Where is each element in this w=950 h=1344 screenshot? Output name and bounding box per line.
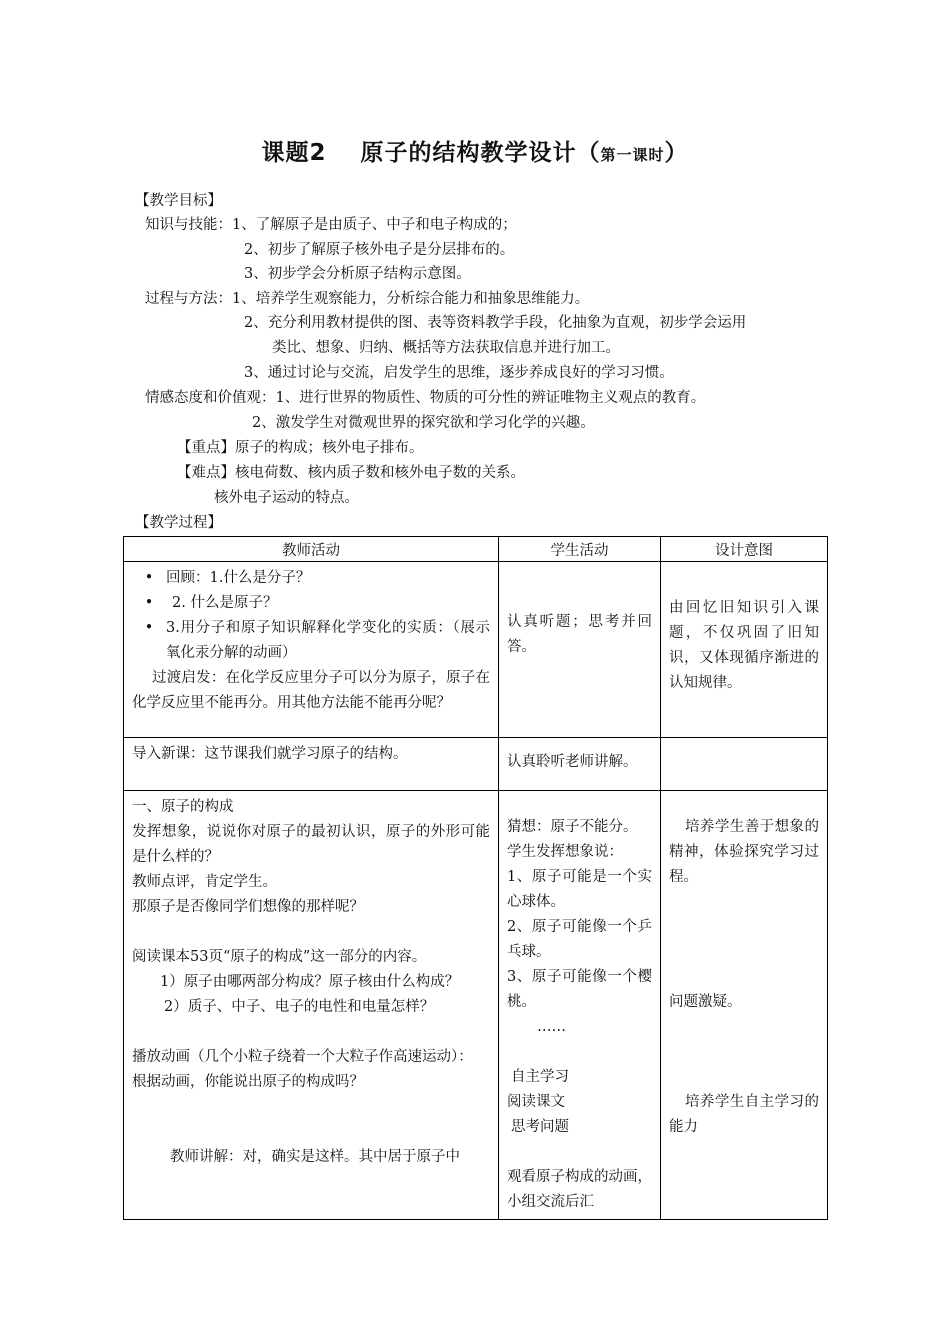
knowledge-line-1: 知识与技能：1、了解原子是由质子、中子和电子构成的；	[145, 217, 517, 233]
teacher-text: 根据动画，你能说出原子的构成吗？	[132, 1074, 364, 1090]
process-line-2: 2、充分利用教材提供的图、表等资料教学手段，化抽象为直观，初步学会运用	[244, 315, 747, 331]
bullet-icon: •	[144, 595, 154, 611]
teacher-text: 播放动画（几个小粒子绕着一个大粒子作高速运动）：	[132, 1049, 473, 1065]
header-teacher: 教师活动	[124, 537, 499, 562]
review-item-3: 3.用分子和原子知识解释化学变化的实质：（展示氧化汞分解的动画）	[166, 620, 490, 661]
review-item-2: 2. 什么是原子？	[172, 595, 278, 611]
student-activity: 认真聆听老师讲解。	[507, 754, 638, 770]
student-text: 阅读课文	[507, 1094, 565, 1110]
table-row	[124, 738, 828, 791]
page-title: 课题2 原子的结构教学设计（第一课时）	[261, 140, 689, 166]
intent-text: 培养学生自主学习的能力	[669, 1094, 819, 1135]
emotion-line-2: 2、激发学生对微观世界的探究欲和学习化学的兴趣。	[252, 415, 595, 431]
header-student: 学生活动	[499, 537, 661, 562]
student-text: 观看原子构成的动画，小组交流后汇	[507, 1169, 652, 1210]
transition-text: 过渡启发：在化学反应里分子可以分为原子，原子在化学反应里不能再分。用其他方法能不能再分呢？	[132, 670, 490, 711]
student-text: 2、原子可能像一个乒乓球。	[507, 919, 652, 960]
student-text: 猜想：原子不能分。	[507, 819, 638, 835]
design-intent: 由回忆旧知识引入课题，不仅巩固了旧知识，又体现循序渐进的认知规律。	[669, 600, 819, 691]
student-text: 自主学习	[511, 1069, 569, 1085]
teacher-text: 教师点评，肯定学生。	[132, 874, 277, 890]
knowledge-line-3: 3、初步学会分析原子结构示意图。	[244, 266, 471, 282]
bullet-icon: •	[144, 570, 154, 586]
teaching-process-table	[123, 536, 828, 1220]
difficult-point: 【难点】核电荷数、核内质子数和核外电子数的关系。	[177, 465, 525, 481]
teacher-text: 发挥想象，说说你对原子的最初认识，原子的外形可能是什么样的？	[132, 824, 490, 865]
table-row	[124, 791, 828, 1220]
review-item-1: 回顾：1.什么是分子？	[166, 570, 311, 586]
teacher-text: 教师讲解：对，确实是这样。其中居于原子中	[170, 1149, 460, 1165]
emotion-line-1: 情感态度和价值观：1、进行世界的物质性、物质的可分性的辨证唯物主义观点的教育。	[145, 390, 706, 406]
intent-text: 培养学生善于想象的精神，体验探究学习过程。	[669, 819, 819, 885]
student-activity: 认真听题；思考并回答。	[507, 614, 652, 655]
bullet-icon: •	[144, 620, 154, 636]
question-2: 2）质子、中子、电子的电性和电量怎样？	[164, 999, 435, 1015]
teacher-text: 阅读课本53页“原子的构成”这一部分的内容。	[132, 949, 427, 965]
student-text: 学生发挥想象说：	[507, 844, 623, 860]
process-line-3: 类比、想象、归纳、概括等方法获取信息并进行加工。	[272, 340, 620, 356]
process-line-4: 3、通过讨论与交流，启发学生的思维，逐步养成良好的学习习惯。	[244, 365, 674, 381]
question-1: 1）原子由哪两部分构成？原子核由什么构成？	[160, 974, 460, 990]
difficult-point-2: 核外电子运动的特点。	[214, 490, 359, 506]
section-heading: 一、原子的构成	[132, 799, 234, 815]
header-intent: 设计意图	[661, 537, 828, 562]
intent-text: 问题激疑。	[669, 994, 742, 1010]
student-text: 1、原子可能是一个实心球体。	[507, 869, 652, 910]
student-text: 3、原子可能像一个樱桃。	[507, 969, 652, 1010]
teacher-activity: 导入新课：这节课我们就学习原子的结构。	[132, 746, 408, 762]
process-line-1: 过程与方法：1、培养学生观察能力，分析综合能力和抽象思维能力。	[145, 291, 590, 307]
teacher-text: 那原子是否像同学们想像的那样呢？	[132, 899, 364, 915]
knowledge-line-2: 2、初步了解原子核外电子是分层排布的。	[244, 242, 515, 258]
student-text: ……	[537, 1019, 566, 1035]
design-intent	[661, 738, 827, 746]
table-row	[124, 562, 828, 738]
key-point: 【重点】原子的构成；核外电子排布。	[177, 440, 424, 456]
process-heading: 【教学过程】	[135, 515, 222, 531]
student-text: 思考问题	[511, 1119, 569, 1135]
objectives-heading: 【教学目标】	[135, 193, 222, 209]
